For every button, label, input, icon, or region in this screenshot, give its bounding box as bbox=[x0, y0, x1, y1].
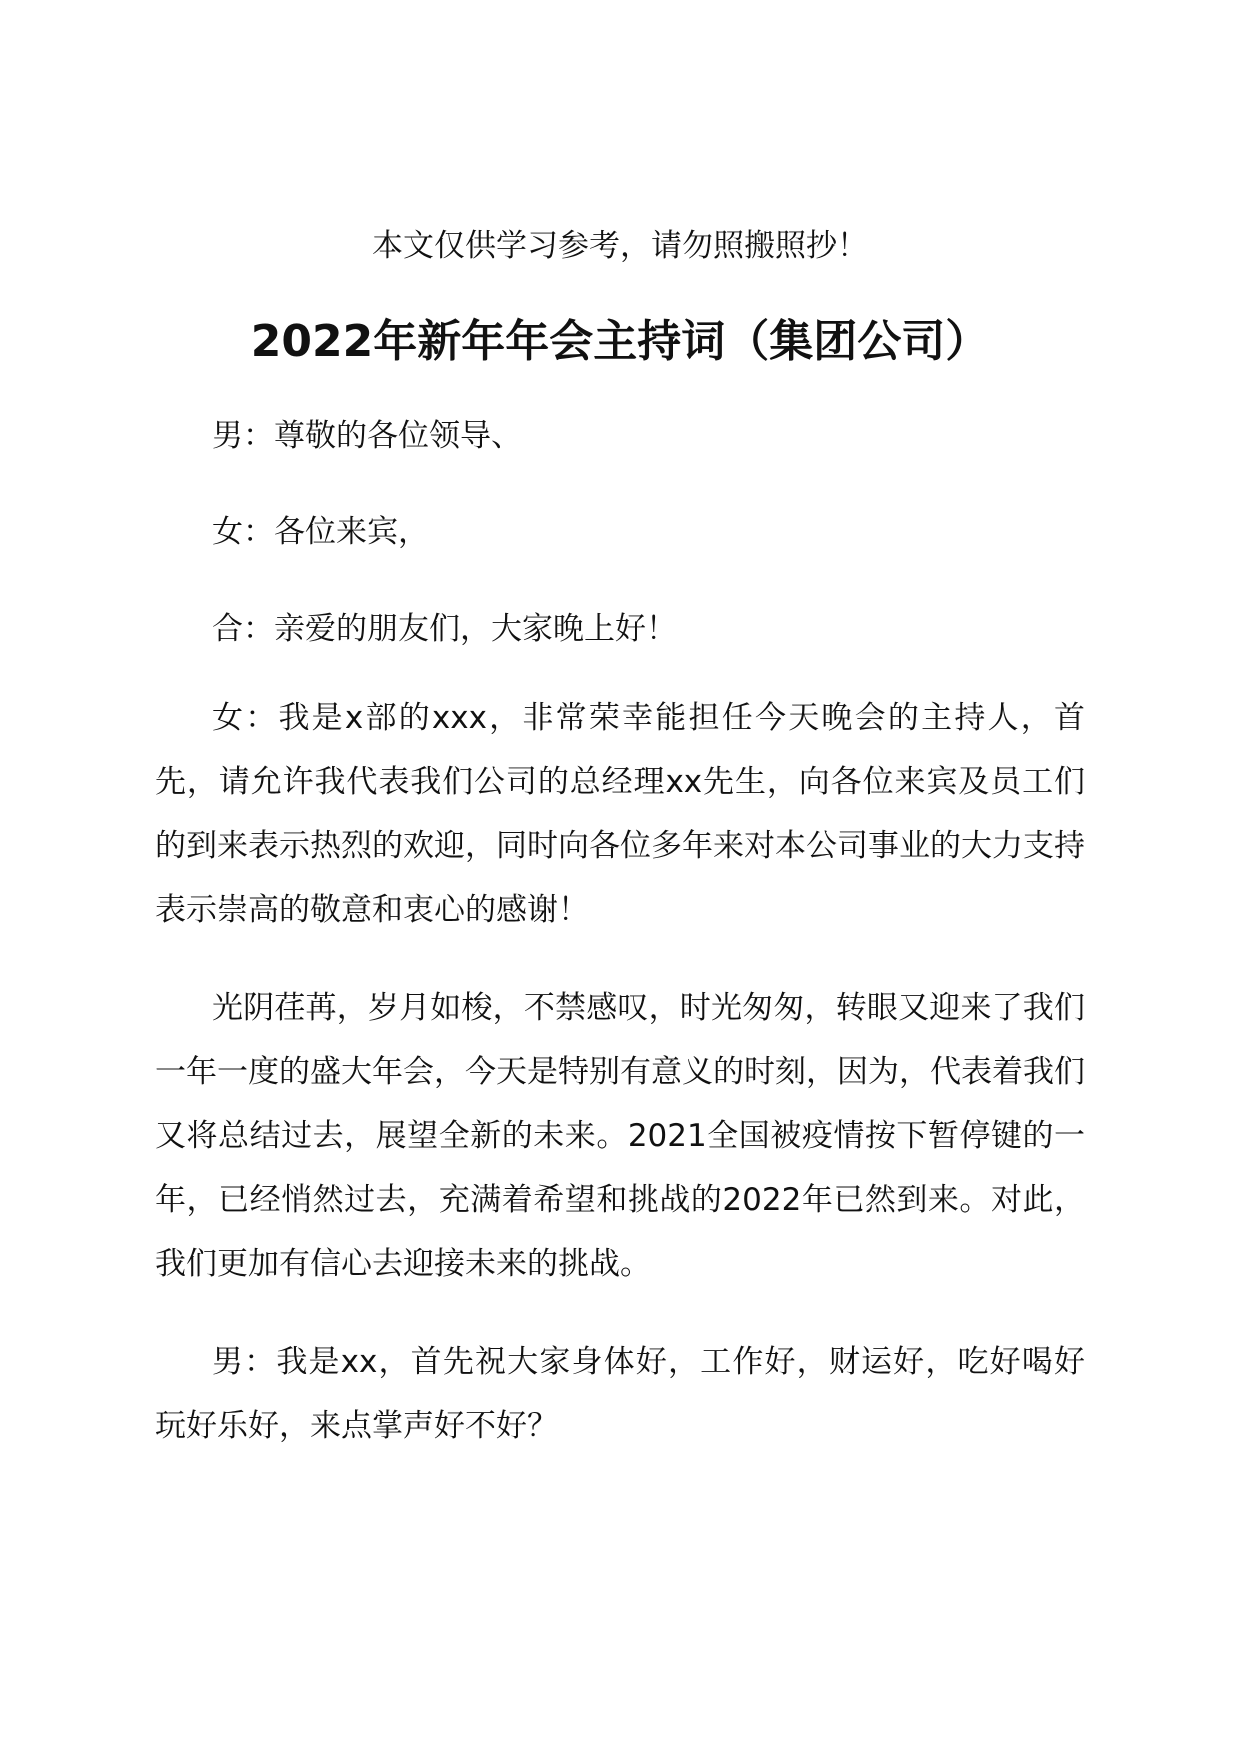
document-title: 2022年新年年会主持词（集团公司） bbox=[250, 316, 990, 367]
paragraph-female-greeting: 女：各位来宾， bbox=[212, 514, 429, 550]
paragraph-male-introduction: 男：我是xx，首先祝大家身体好，工作好，财运好，吃好喝好玩好乐好，来点掌声好不好？ bbox=[155, 1344, 1085, 1444]
paragraph-time-reflection: 光阴荏苒，岁月如梭，不禁感叹，时光匆匆，转眼又迎来了我们一年一度的盛大年会，今天是特别有意义的时刻，因为，代表着我们又将总结过去，展望全新的未来。2021全国被疫情按下暂停键的一年，已经悄然过去，充满着希望和挑战的2022年已然到来。对此，我们更加有信心去迎接未来的挑战。 bbox=[155, 990, 1085, 1282]
paragraph-female-introduction: 女：我是x部的xxx，非常荣幸能担任今天晚会的主持人，首先，请允许我代表我们公司的总经理xx先生，向各位来宾及员工们的到来表示热烈的欢迎，同时向各位多年来对本公司事业的大力支持表示崇高的敬意和衷心的感谢！ bbox=[155, 700, 1085, 928]
copy-notice: 本文仅供学习参考，请勿照搬照抄！ bbox=[372, 228, 868, 264]
paragraph-male-greeting: 男：尊敬的各位领导、 bbox=[212, 418, 522, 454]
paragraph-joint-greeting: 合：亲爱的朋友们，大家晚上好！ bbox=[212, 611, 677, 647]
